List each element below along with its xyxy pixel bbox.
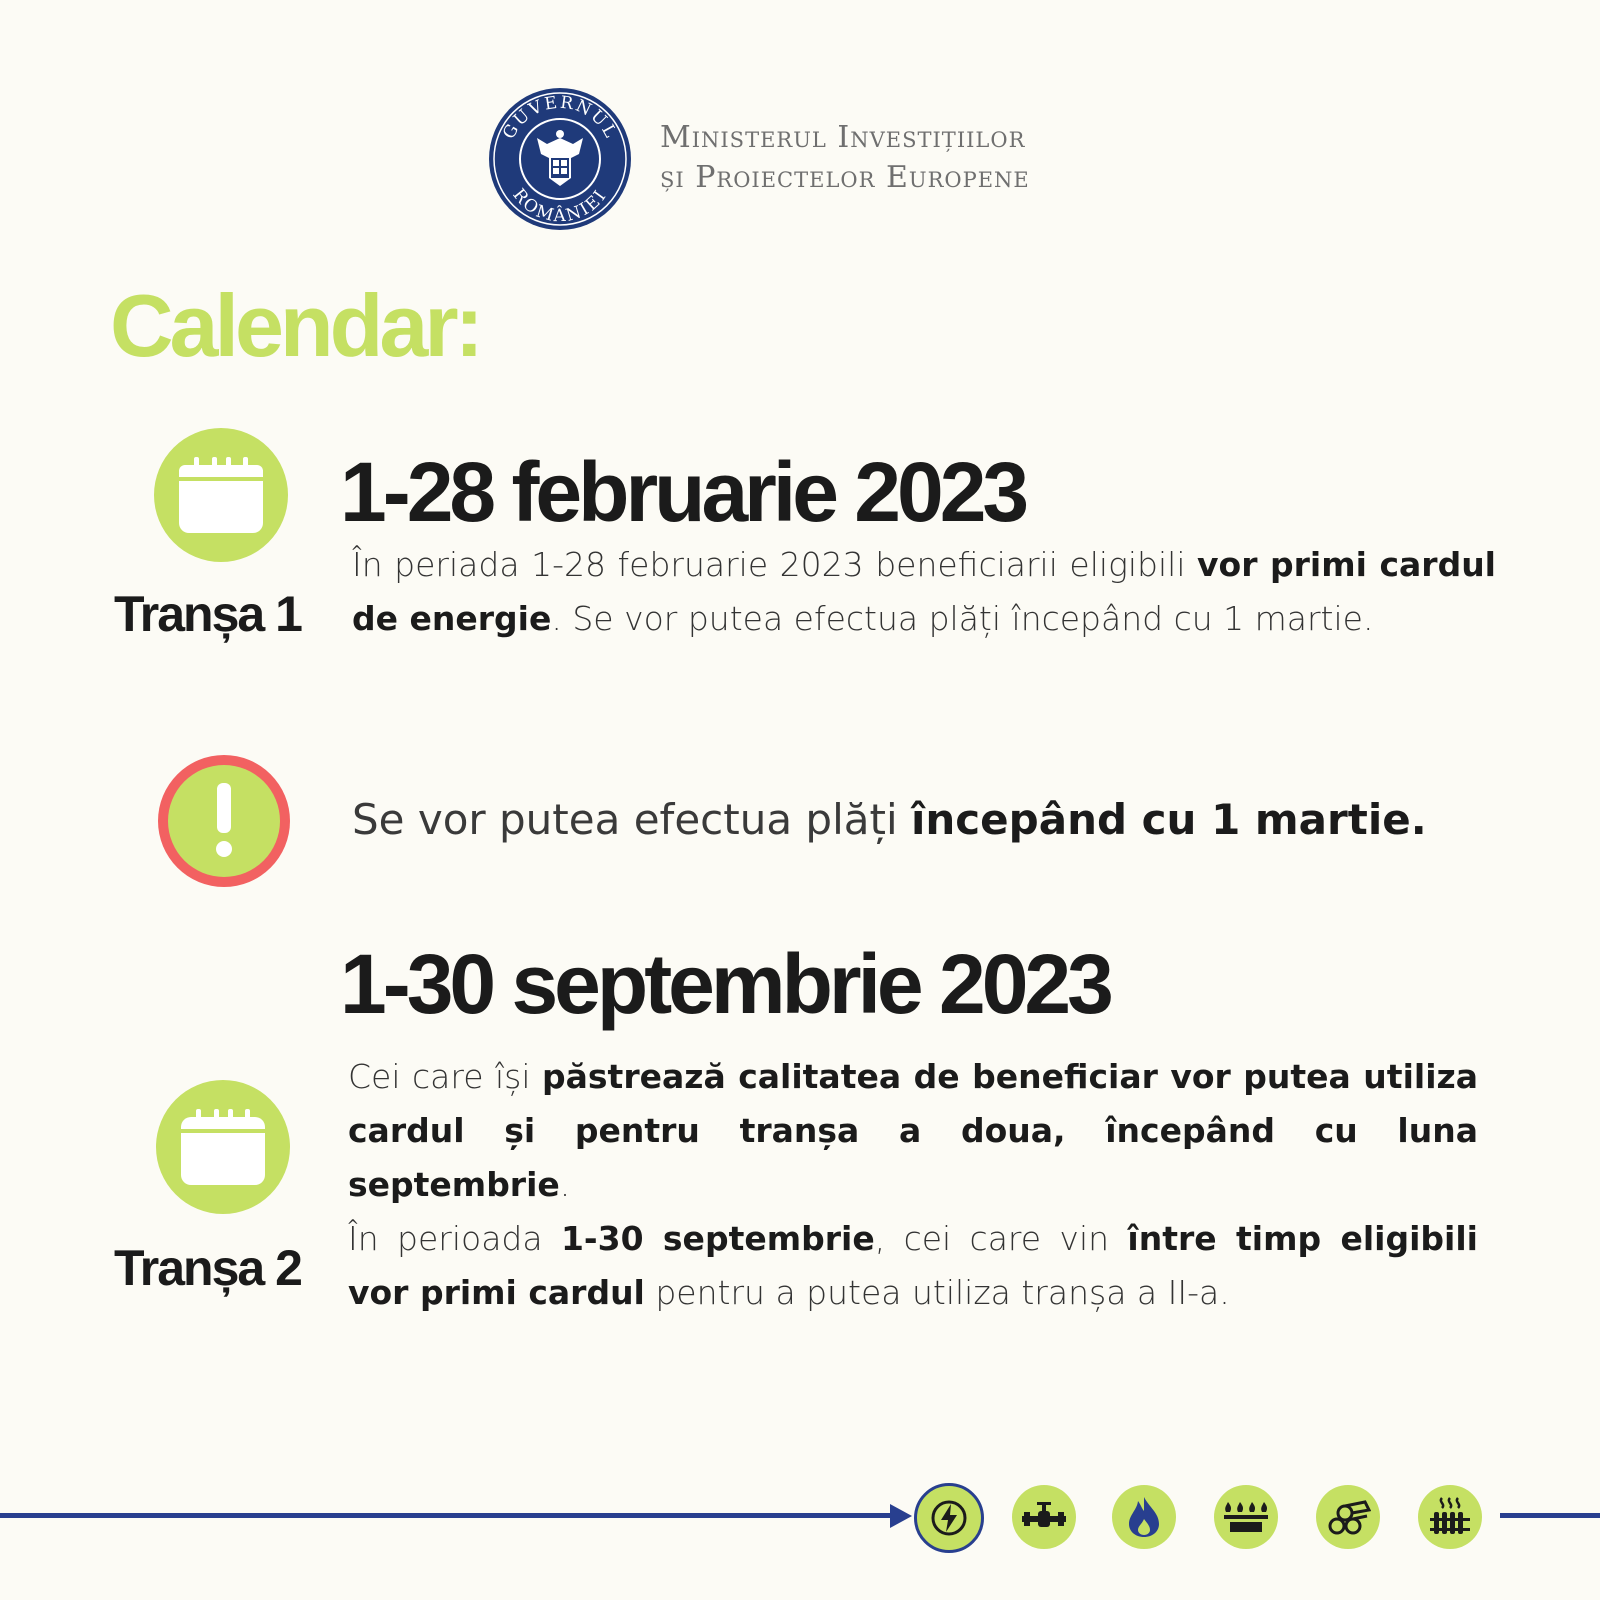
tranche-2-p2-bold-2: între timp eligibili vor primi cardul	[348, 1219, 1478, 1312]
tranche-1-bold-1: vor primi cardul de energie	[352, 545, 1496, 638]
radiator-icon	[1418, 1485, 1482, 1549]
tranche-2-paragraph-1	[348, 1050, 1478, 1212]
payment-notice	[352, 792, 1427, 848]
firewood-icon	[1316, 1485, 1380, 1549]
tranche-1-text-1: În periada 1-28 februarie 2023 beneficiarii eligibili	[352, 545, 1198, 584]
tranche-1-label: Tranșa 1	[114, 586, 301, 642]
electricity-icon	[914, 1483, 984, 1553]
emblem-text-bottom: ROMÂNIEI	[508, 185, 612, 227]
gas-stove-icon	[1214, 1485, 1278, 1549]
timeline-arrow-icon	[888, 1502, 914, 1530]
notice-bold: începând cu 1 martie.	[910, 795, 1427, 844]
government-emblem-logo	[487, 86, 633, 232]
ministry-name	[660, 118, 1030, 198]
tranche-1-text-2: . Se vor putea efectua plăți începând cu 1 martie.	[551, 599, 1374, 638]
tranche-2-p1-bold-1: păstrează calitatea de beneficiar vor putea utiliza cardul și pentru tranșa a doua, începând cu luna septembrie	[348, 1057, 1478, 1204]
timeline-line-left	[0, 1513, 892, 1518]
notice-text: Se vor putea efectua plăți	[352, 795, 911, 844]
ministry-line-2: și Proiectelor Europene	[660, 160, 1030, 195]
calendar-icon-tranche-2	[156, 1080, 290, 1214]
tranche-2-p1-text-1: Cei care își	[348, 1057, 543, 1096]
tranche-1-description	[352, 538, 1496, 646]
tranche-2-label: Tranșa 2	[114, 1240, 301, 1296]
tranche-2-p1-text-2: .	[559, 1165, 571, 1204]
calendar-icon-tranche-1	[154, 428, 288, 562]
emblem-text-top: GUVERNUL	[499, 92, 622, 143]
page-title: Calendar:	[110, 276, 480, 375]
tranche-2-p2-text-1: În perioada	[348, 1219, 561, 1258]
tranche-1-date-heading: 1-28 februarie 2023	[340, 445, 1026, 539]
ministry-line-1: Ministerul Investițiilor	[660, 120, 1026, 155]
flame-icon	[1112, 1485, 1176, 1549]
tranche-2-p2-text-2: , cei care vin	[874, 1219, 1128, 1258]
alert-icon	[158, 755, 290, 887]
tranche-2-p2-text-3: pentru a putea utiliza tranșa a II-a.	[644, 1273, 1230, 1312]
gas-pipe-icon	[1012, 1485, 1076, 1549]
tranche-2-p2-bold-1: 1-30 septembrie	[560, 1219, 875, 1258]
tranche-2-description	[348, 1050, 1478, 1320]
tranche-2-paragraph-2	[348, 1212, 1478, 1320]
timeline-line-right	[1500, 1513, 1600, 1518]
tranche-2-date-heading: 1-30 septembrie 2023	[340, 937, 1110, 1031]
